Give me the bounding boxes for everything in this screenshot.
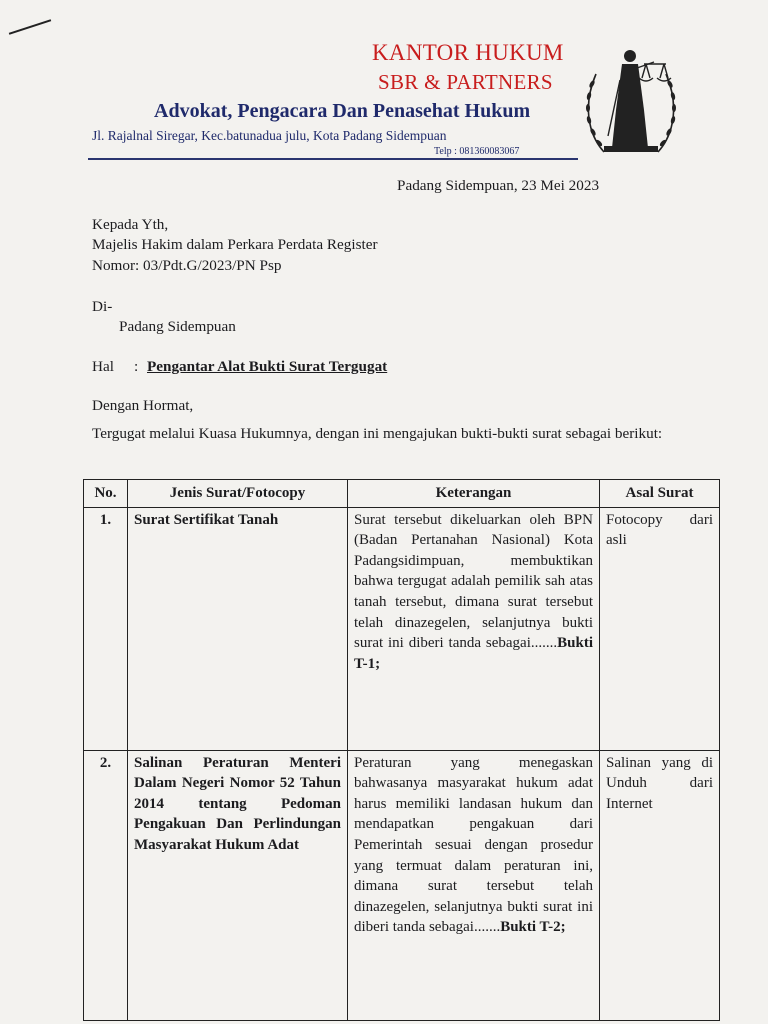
bukti-label: Bukti T-1; xyxy=(354,635,593,672)
subject-colon: : xyxy=(134,358,139,375)
letterhead-divider xyxy=(88,158,578,160)
recipient-city: Padang Sidempuan xyxy=(119,318,236,335)
evidence-table xyxy=(83,479,720,1021)
header-no: No. xyxy=(84,480,128,508)
pen-mark xyxy=(9,19,51,34)
bukti-label: Bukti T-2; xyxy=(500,919,566,936)
intro-paragraph: Tergugat melalui Kuasa Hukumnya, dengan ini mengajukan bukti-bukti surat sebagai berikut: xyxy=(92,425,663,442)
firm-name: KANTOR HUKUM xyxy=(372,40,564,65)
row-keterangan xyxy=(348,750,600,1020)
row-number: 1. xyxy=(84,507,128,750)
row-asal: Salinan yang di Unduh dari Internet xyxy=(600,750,720,1020)
lady-justice-emblem xyxy=(582,40,680,162)
recipient-salutation: Kepada Yth, xyxy=(92,216,169,233)
firm-telp: Telp : 081360083067 xyxy=(434,146,520,157)
case-number: Nomor: 03/Pdt.G/2023/PN Psp xyxy=(92,257,282,274)
row-number: 2. xyxy=(84,750,128,1020)
letter-date: Padang Sidempuan, 23 Mei 2023 xyxy=(397,177,600,194)
greeting: Dengan Hormat, xyxy=(92,397,194,414)
table-row xyxy=(84,507,720,750)
keterangan-text: Surat tersebut dikeluarkan oleh BPN (Badan Pertanahan Nasional) Kota Padangsidimpuan, membuktikan bahwa tergugat adalah pemilik sah atas tanah tersebut, dimana surat tersebut telah dinazegelen, selanjutnya bukti surat ini diberi tanda sebagai....... xyxy=(354,511,593,652)
row-jenis: Salinan Peraturan Menteri Dalam Negeri Nomor 52 Tahun 2014 tentang Pedoman Pengakuan Dan Perlindungan Masyarakat Hukum Adat xyxy=(128,750,348,1020)
header-jenis: Jenis Surat/Fotocopy xyxy=(128,480,348,508)
table-header-row xyxy=(84,480,720,508)
header-keterangan: Keterangan xyxy=(348,480,600,508)
di-label: Di- xyxy=(92,298,113,315)
recipient-name: Majelis Hakim dalam Perkara Perdata Register xyxy=(92,236,378,253)
firm-address: Jl. Rajalnal Siregar, Kec.batunadua julu, Kota Padang Sidempuan xyxy=(92,128,447,143)
firm-tagline: Advokat, Pengacara Dan Penasehat Hukum xyxy=(154,100,531,122)
row-jenis: Surat Sertifikat Tanah xyxy=(128,507,348,750)
header-asal: Asal Surat xyxy=(600,480,720,508)
firm-partners: SBR & PARTNERS xyxy=(378,70,553,94)
subject-label: Hal xyxy=(92,358,114,375)
table-row xyxy=(84,750,720,1020)
keterangan-text: Peraturan yang menegaskan bahwasanya masyarakat hukum adat harus memiliki landasan hukum dan mendapatkan pengakuan dari Pemerintah sesuai dengan prosedur yang termuat dalam peraturan ini, dimana surat tersebut telah dinazegelen, selanjutnya bukti surat ini diberi tanda sebagai....... xyxy=(354,754,593,936)
row-asal: Fotocopy dari asli xyxy=(600,507,720,750)
row-keterangan xyxy=(348,507,600,750)
subject-value: Pengantar Alat Bukti Surat Tergugat xyxy=(147,358,388,375)
